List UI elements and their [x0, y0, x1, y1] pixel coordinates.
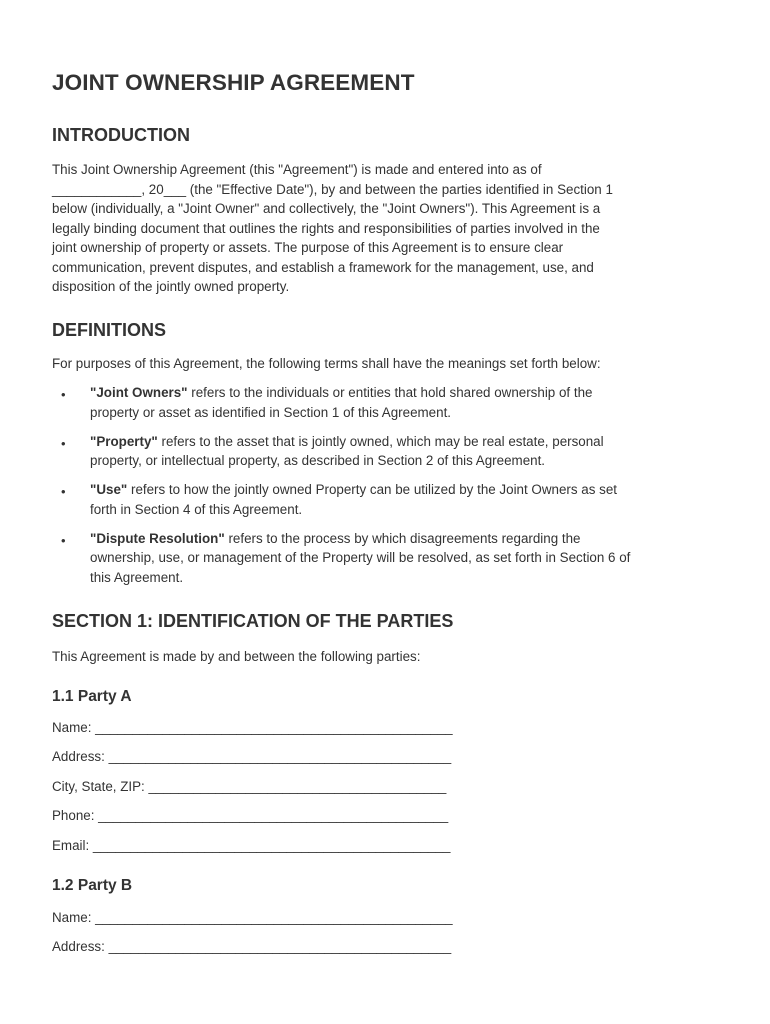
party-a-address-field[interactable]: Address: ______________________________________________ [52, 749, 452, 764]
intro-line: ____________, 20___ (the "Effective Date"), by and between the parties identified in Section 1 [52, 181, 613, 197]
party-a-heading: 1.1 Party A [52, 688, 132, 705]
definition-item [52, 432, 722, 471]
definition-text: refers to the process by which disagreements regarding the [224, 530, 581, 546]
definition-item [52, 529, 722, 588]
definition-term: "Joint Owners" [90, 385, 188, 400]
intro-line: This Joint Ownership Agreement (this "Agreement") is made and entered into as of [52, 162, 542, 177]
bullet-icon: • [61, 435, 66, 451]
definition-term: "Use" [90, 482, 128, 497]
introduction-paragraph [52, 160, 717, 297]
document-title: JOINT OWNERSHIP AGREEMENT [52, 70, 415, 95]
definition-text: ownership, use, or management of the Property will be resolved, as set forth in Section 6 of [90, 550, 631, 565]
party-b-address-field[interactable]: Address: ______________________________________________ [52, 939, 452, 954]
intro-line: disposition of the jointly owned property. [52, 279, 290, 294]
intro-line: below (individually, a "Joint Owner" and collectively, the "Joint Owners"). This Agreement is a [52, 201, 601, 216]
party-a-name-field[interactable]: Name: ________________________________________________ [52, 720, 453, 735]
introduction-heading: INTRODUCTION [52, 125, 190, 145]
definition-text: property or asset as identified in Section 1 of this Agreement. [90, 404, 452, 420]
intro-line: legally binding document that outlines the rights and responsibilities of parties involved in the [52, 220, 600, 236]
party-b-name-field[interactable]: Name: ________________________________________________ [52, 910, 453, 925]
intro-line: communication, prevent disputes, and establish a framework for the management, use, and [52, 259, 594, 275]
definition-text: refers to how the jointly owned Property can be utilized by the Joint Owners as set [127, 482, 618, 497]
bullet-icon: • [61, 532, 66, 548]
party-a-email-field[interactable]: Email: ________________________________________________ [52, 838, 451, 853]
definition-text: refers to the individuals or entities that hold shared ownership of the [187, 385, 593, 400]
definition-text: forth in Section 4 of this Agreement. [90, 501, 303, 517]
definition-item [52, 383, 722, 422]
definition-text: this Agreement. [90, 569, 184, 585]
section1-lead: This Agreement is made by and between the following parties: [52, 649, 421, 664]
party-b-heading: 1.2 Party B [52, 877, 133, 894]
party-a-phone-field[interactable]: Phone: _______________________________________________ [52, 808, 449, 823]
definition-term: "Property" [90, 433, 158, 449]
definitions-lead: For purposes of this Agreement, the following terms shall have the meanings set forth below: [52, 356, 601, 371]
definition-text: refers to the asset that is jointly owned, which may be real estate, personal [157, 433, 604, 449]
definitions-list [52, 383, 722, 597]
section1-heading: SECTION 1: IDENTIFICATION OF THE PARTIES [52, 611, 454, 631]
bullet-icon: • [61, 387, 66, 402]
definition-term: "Dispute Resolution" [90, 530, 225, 546]
definition-item [52, 480, 722, 519]
intro-line: joint ownership of property or assets. The purpose of this Agreement is to ensure clear [52, 240, 564, 255]
bullet-icon: • [61, 484, 66, 499]
party-a-city-state-zip-field[interactable]: City, State, ZIP: ________________________________________ [52, 779, 447, 794]
definitions-heading: DEFINITIONS [52, 320, 167, 340]
definition-text: property, or intellectual property, as described in Section 2 of this Agreement. [90, 453, 546, 468]
